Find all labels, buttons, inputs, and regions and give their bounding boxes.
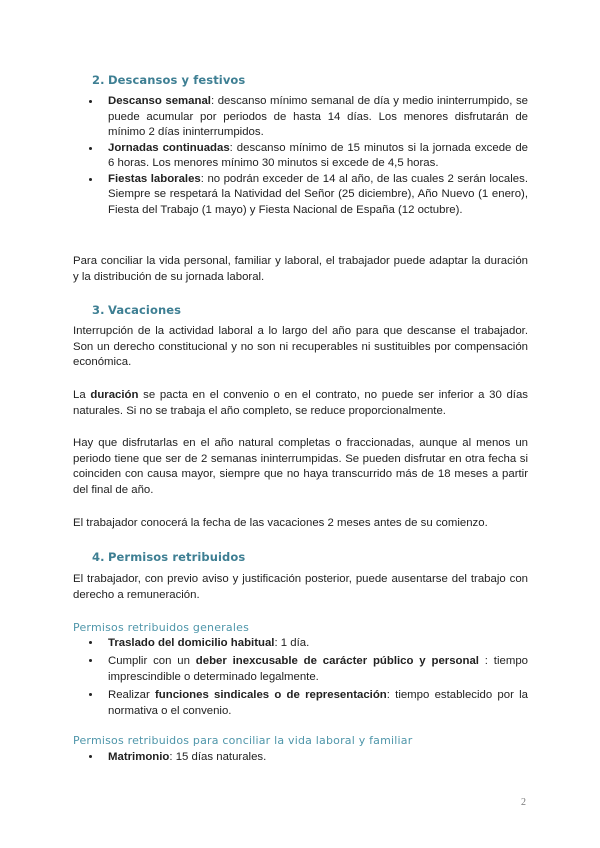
paragraph-vacaciones-aviso: El trabajador conocerá la fecha de las vacaciones 2 meses antes de su comienzo. [73,517,488,529]
paragraph-permisos-intro: El trabajador, con previo aviso y justificación posterior, puede ausentarse del trabajo con derecho a remuneración. [73,573,528,601]
permisos-conciliar-list [88,749,528,767]
permisos-generales-list [88,635,528,721]
bullet-icon [89,641,92,644]
bullet-icon [89,693,92,696]
list-item: Descanso semanal: descanso mínimo semanal de día y medio ininterrumpido, se puede acumular por periodos de hasta 14 días. Los menores disfrutarán de mínimo 2 días ininterrumpidos. [88,94,528,141]
section-heading-descansos: 2. Descansos y festivos [92,73,246,87]
bullet-icon [89,659,92,662]
paragraph-vacaciones-duracion: La duración se pacta en el convenio o en el contrato, no puede ser inferior a 30 días naturales. Si no se trabaja el año completo, se reduce proporcionalmente. [73,389,529,417]
descansos-list [88,94,528,218]
paragraph-conciliar: Para conciliar la vida personal, familiar y laboral, el trabajador puede adaptar la duración y la distribución de su jornada laboral. [73,255,528,283]
section-heading-vacaciones: 3. Vacaciones [92,303,182,317]
paragraph-vacaciones-disfrute: Hay que disfrutarlas en el año natural completas o fraccionadas, aunque al menos un periodo tiene que ser de 2 semanas ininterrumpidas. Se pueden disfrutar en otra fecha si coinciden con causa mayor, siempre que no haya transcurrido más de 18 meses a partir del final de año. [73,437,528,496]
list-item: Fiestas laborales: no podrán exceder de 14 al año, de las cuales 2 serán locales. Siempre se respetará la Natividad del Señor (25 diciembre), Año Nuevo (1 enero), Fiesta del Trabajo (1 mayo) y Fiesta Nacional de España (12 octubre). [88,172,528,219]
list-item: Matrimonio: 15 días naturales. [88,749,528,766]
subheading-permisos-conciliar: Permisos retribuidos para conciliar la vida laboral y familiar [73,734,413,747]
page-number: 2 [521,797,526,808]
bullet-icon [89,755,92,758]
paragraph-vacaciones-definicion: Interrupción de la actividad laboral a lo largo del año para que descanse el trabajador. Son un derecho constitucional y no son ni recuperables ni sustituibles por compensación económica. [73,325,528,368]
subheading-permisos-generales: Permisos retribuidos generales [73,621,249,634]
list-item: Cumplir con un deber inexcusable de carácter público y personal : tiempo imprescindible o determinado legalmente. [88,653,528,686]
bullet-icon [89,178,92,181]
bullet-icon [89,100,92,103]
list-item: Jornadas continuadas: descanso mínimo de 15 minutos si la jornada excede de 6 horas. Los menores mínimo 30 minutos si excede de 4,5 horas. [88,141,528,172]
section-heading-permisos: 4. Permisos retribuidos [92,550,246,564]
list-item: Realizar funciones sindicales o de representación: tiempo establecido por la normativa o el convenio. [88,687,528,720]
list-item: Traslado del domicilio habitual: 1 día. [88,635,528,652]
bullet-icon [89,147,92,150]
